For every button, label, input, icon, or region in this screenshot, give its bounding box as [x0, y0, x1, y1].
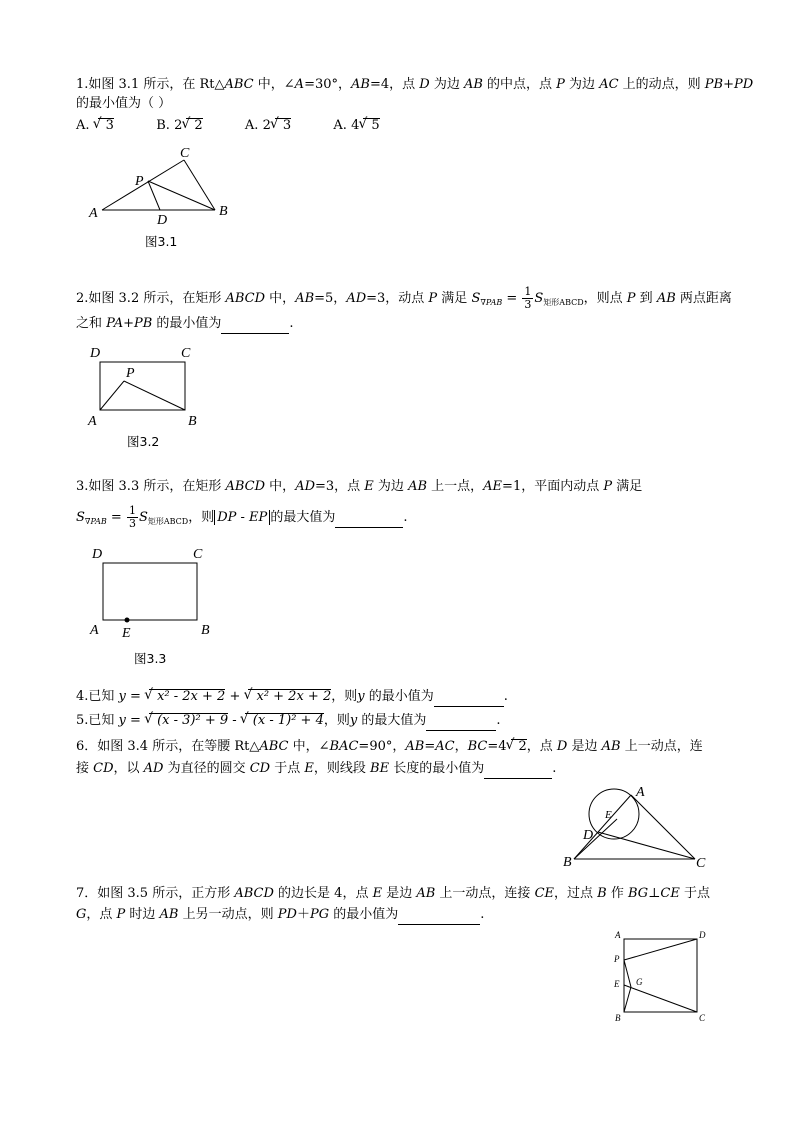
q6-stem-line1: 6．如图 3.4 所示，在等腰 Rt△ABC 中，∠BAC=90°，AB=AC，BC=4√ 2，点 D 是边 AB 上一动点，连: [76, 738, 703, 756]
q3-stem-line2: $S_{\nabla PAB}$ = $\frac{1}{3}$ $S_{矩形ABCD}$，则 DP - EP 的最大值为 .: [76, 504, 408, 530]
q6-label-c: C: [696, 856, 706, 871]
q7-segment-ce: [624, 985, 697, 1012]
q7-label-e: E: [614, 979, 620, 989]
q3-label-b: B: [201, 623, 210, 638]
q1-option-d[interactable]: A. 4√ 5: [333, 118, 379, 133]
q2-caption: 图3.2: [127, 434, 160, 449]
q7-label-a: A: [615, 930, 621, 940]
q5-stem: 5.已知 y = √ (x - 3)² + 9 - √ (x - 1)² + 4，则y 的最大值为 .: [76, 712, 501, 731]
q6-label-a: A: [636, 785, 645, 800]
q1-stem-line1: 1.如图 3.1 所示，在 Rt△ABC 中，∠A=30°，AB=4，点 D 为边 AB 的中点，点 P 为边 AC 上的动点，则 PB+PD: [76, 77, 754, 92]
q1-option-b[interactable]: B. 2√ 2: [156, 118, 202, 133]
q1-label-a: A: [89, 206, 98, 221]
q2-label-a: A: [88, 414, 97, 429]
q3-label-a: A: [90, 623, 99, 638]
q2-label-c: C: [181, 346, 191, 361]
q3-label-c: C: [193, 547, 203, 562]
q7-label-d: D: [699, 930, 706, 940]
q7-label-c: C: [699, 1013, 706, 1023]
q6-label-b: B: [563, 855, 572, 870]
q2-label-d: D: [90, 346, 101, 361]
q1-label-c: C: [180, 146, 190, 161]
q1-label-d: D: [157, 213, 168, 228]
q3-caption: 图3.3: [134, 651, 167, 666]
q1-label-p: P: [135, 174, 144, 189]
q7-stem-line2: G，点 P 时边 AB 上另一动点，则 PD＋PG 的最小值为 .: [76, 906, 484, 925]
q1-caption: 图3.1: [145, 234, 178, 249]
q7-label-p: P: [614, 954, 620, 964]
q1-stem-line2: 的最小值为（ ）: [76, 96, 172, 111]
q3-stem-line1: 3.如图 3.3 所示，在矩形 ABCD 中，AD=3，点 E 为边 AB 上一点，AE=1，平面内动点 P 满足: [76, 479, 643, 494]
q7-stem-line1: 7．如图 3.5 所示，正方形 ABCD 的边长是 4，点 E 是边 AB 上一动点，连接 CE，过点 B 作 BG⊥CE 于点: [76, 886, 710, 901]
q6-label-d: D: [583, 828, 594, 843]
q6-stem-line2: 接 CD，以 AD 为直径的圆交 CD 于点 E，则线段 BE 长度的最小值为 .: [76, 760, 556, 779]
q1-option-c[interactable]: A. 2√ 3: [245, 118, 291, 133]
q7-segment-bg: [624, 987, 631, 1012]
q1-option-a[interactable]: A. √ 3: [76, 118, 114, 133]
q7-segment-pg: [624, 960, 631, 987]
q7-label-g: G: [636, 977, 643, 987]
q2-fraction: $\frac{1}{3}$: [524, 285, 532, 311]
q3-label-e: E: [122, 626, 131, 641]
q2-label-b: B: [188, 414, 197, 429]
q3-fraction: $\frac{1}{3}$: [128, 504, 136, 530]
q3-absolute-value: DP - EP: [214, 510, 270, 525]
q2-label-p: P: [126, 366, 135, 381]
q7-segment-pd: [624, 939, 697, 960]
q6-label-e: E: [605, 809, 612, 821]
q1-label-b: B: [219, 204, 228, 219]
q7-label-b: B: [615, 1013, 621, 1023]
q3-label-d: D: [92, 547, 103, 562]
q4-stem: 4.已知 y = √ x² - 2x + 2 + √ x² + 2x + 2，则y 的最小值为 .: [76, 688, 508, 707]
q2-stem-line1: 2.如图 3.2 所示，在矩形 ABCD 中，AB=5，AD=3，动点 P 满足 $S_{\nabla PAB}$ = $\frac{1}{3}$ $S_{矩形ABCD}$，则点 P 到 AB 两点距离: [76, 285, 732, 311]
q2-stem-line2: 之和 PA+PB 的最小值为 .: [76, 315, 294, 334]
